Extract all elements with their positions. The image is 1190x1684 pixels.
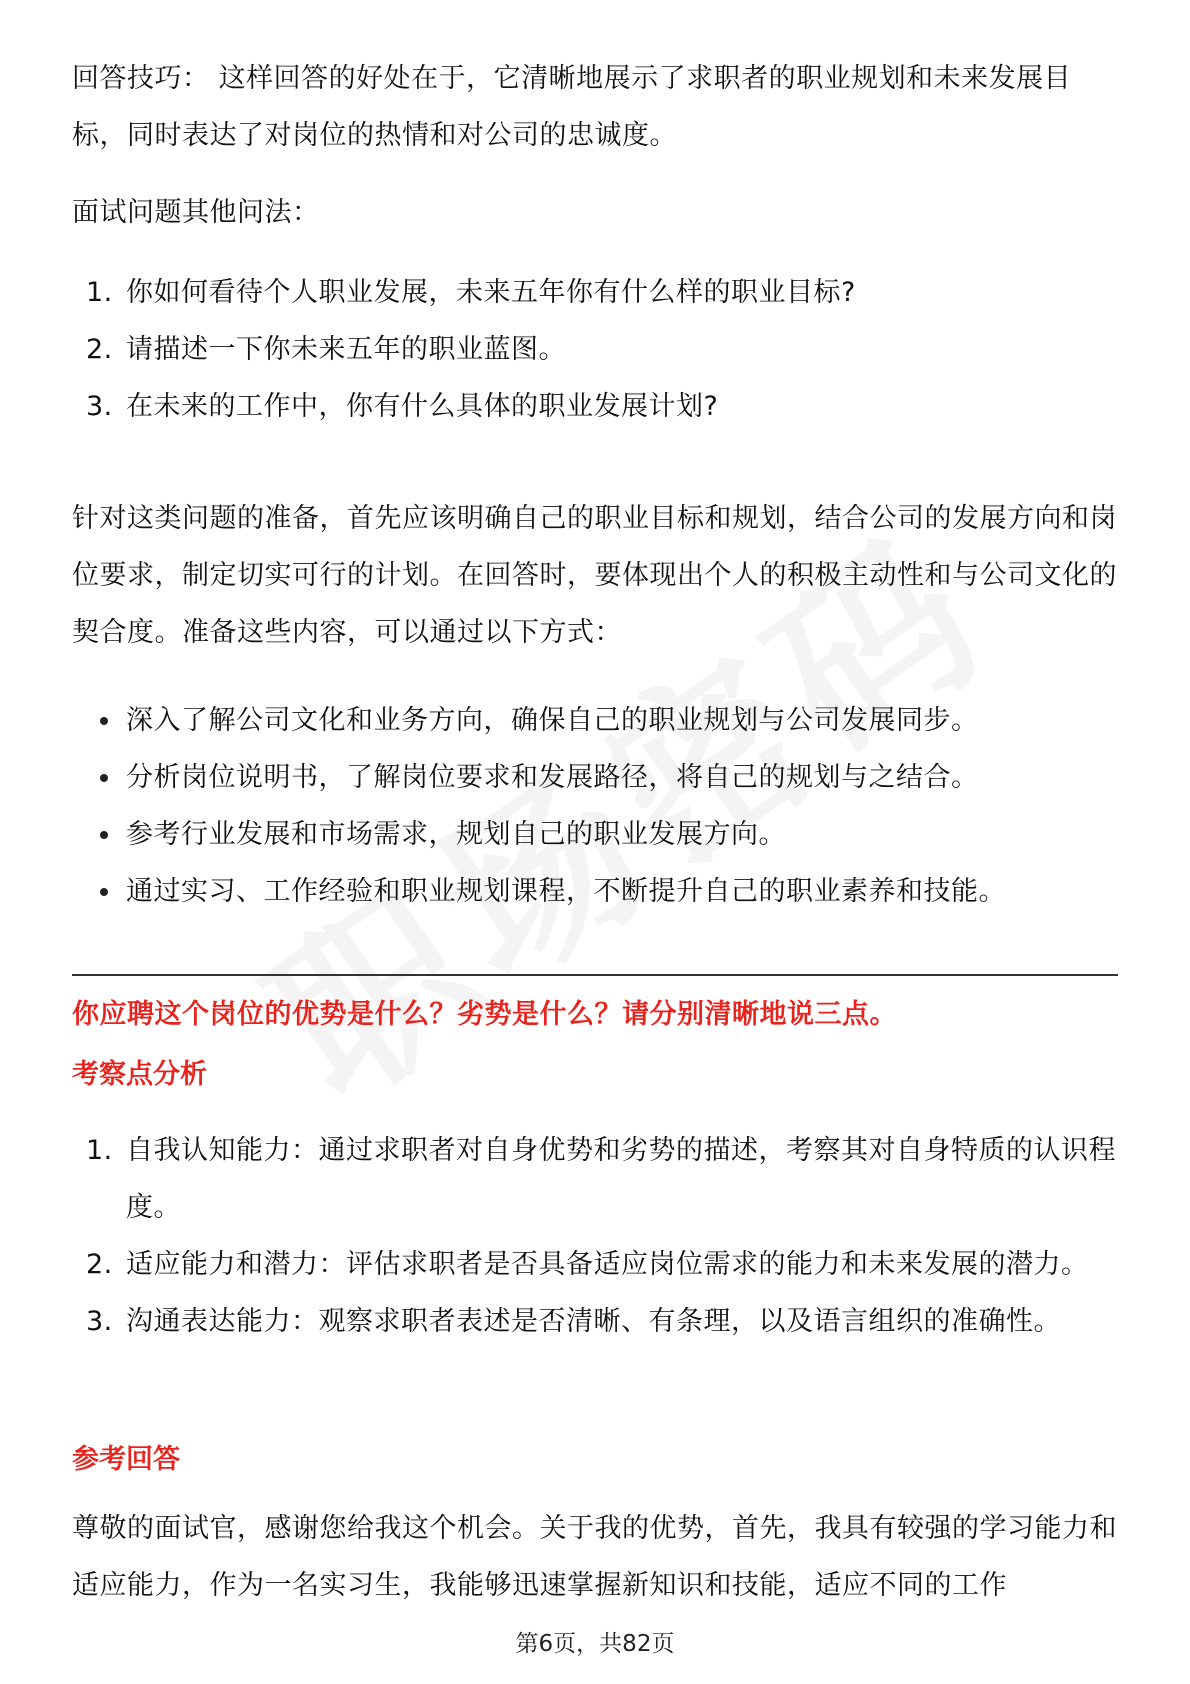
list-number: 1. <box>86 1135 113 1166</box>
tip-paragraph: 回答技巧： 这样回答的好处在于，它清晰地展示了求职者的职业规划和未来发展目标，同时表达了对岗位的热情和对公司的忠诚度。 <box>72 63 1072 151</box>
list-item-text: 通过实习、工作经验和职业规划课程，不断提升自己的职业素养和技能。 <box>126 876 1006 907</box>
list-item-text: 请描述一下你未来五年的职业蓝图。 <box>126 334 566 365</box>
prep-bullet-list <box>72 692 1118 920</box>
list-item <box>72 264 1118 321</box>
list-number: 3. <box>86 1306 113 1337</box>
list-item-text: 沟通表达能力：观察求职者表述是否清晰、有条理，以及语言组织的准确性。 <box>126 1306 1061 1337</box>
list-item-text: 参考行业发展和市场需求，规划自己的职业发展方向。 <box>126 819 786 850</box>
list-number: 1. <box>86 277 113 308</box>
list-item-text: 自我认知能力：通过求职者对自身优势和劣势的描述，考察其对自身特质的认识程度。 <box>126 1135 1116 1223</box>
list-item <box>72 1293 1118 1350</box>
list-item-text: 分析岗位说明书，了解岗位要求和发展路径，将自己的规划与之结合。 <box>126 762 979 793</box>
reference-paragraph: 尊敬的面试官，感谢您给我这个机会。关于我的优势，首先，我具有较强的学习能力和适应能力，作为一名实习生，我能够迅速掌握新知识和技能，适应不同的工作 <box>72 1513 1117 1601</box>
page-footer: 第6页，共82页 <box>515 1631 675 1657</box>
bullet-icon <box>100 717 108 725</box>
list-item <box>72 378 1118 435</box>
list-number: 2. <box>86 1249 113 1280</box>
list-number: 3. <box>86 391 113 422</box>
other-questions-heading: 面试问题其他问法： <box>72 197 320 228</box>
list-item-text: 深入了解公司文化和业务方向，确保自己的职业规划与公司发展同步。 <box>126 705 979 736</box>
reference-heading: 参考回答 <box>72 1444 180 1475</box>
list-number: 2. <box>86 334 113 365</box>
other-questions-list <box>72 264 1118 435</box>
list-item <box>72 1236 1118 1293</box>
analysis-list <box>72 1122 1118 1350</box>
list-item <box>72 321 1118 378</box>
section-divider <box>72 974 1118 976</box>
list-item <box>72 1122 1118 1236</box>
list-item-text: 在未来的工作中，你有什么具体的职业发展计划? <box>126 391 719 422</box>
bullet-icon <box>100 831 108 839</box>
list-item <box>72 749 1118 806</box>
question-title: 你应聘这个岗位的优势是什么？劣势是什么？请分别清晰地说三点。 <box>72 999 897 1030</box>
bullet-icon <box>100 774 108 782</box>
list-item-text: 适应能力和潜力：评估求职者是否具备适应岗位需求的能力和未来发展的潜力。 <box>126 1249 1089 1280</box>
list-item <box>72 806 1118 863</box>
analysis-heading: 考察点分析 <box>72 1059 207 1090</box>
list-item-text: 你如何看待个人职业发展，未来五年你有什么样的职业目标? <box>126 277 856 308</box>
list-item <box>72 863 1118 920</box>
prep-paragraph: 针对这类问题的准备，首先应该明确自己的职业目标和规划，结合公司的发展方向和岗位要求，制定切实可行的计划。在回答时，要体现出个人的积极主动性和与公司文化的契合度。准备这些内容，可以通过以下方式： <box>72 503 1117 648</box>
list-item <box>72 692 1118 749</box>
bullet-icon <box>100 888 108 896</box>
